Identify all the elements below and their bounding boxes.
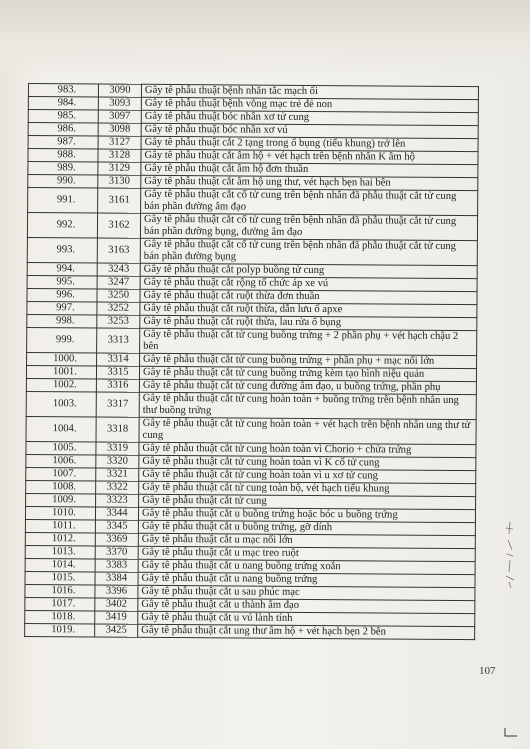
procedure-name: Gây tê phẫu thuật cắt tử cung hoàn toàn vì u xơ tử cung [139, 468, 476, 483]
table-row [28, 188, 478, 216]
procedure-code: 3344 [95, 507, 138, 520]
row-number: 1006. [26, 454, 96, 467]
procedure-name: Gây tê phẫu thuật cắt rộng tổ chức áp xe vú [140, 276, 477, 291]
row-number: 1003. [26, 391, 96, 416]
procedure-code: 3320 [96, 455, 139, 468]
row-number: 995. [27, 275, 97, 288]
procedure-name: Gây tê phẫu thuật cắt u buồng trứng, gỡ dính [138, 520, 475, 535]
procedure-code: 3163 [97, 238, 140, 263]
row-number: 1004. [26, 416, 96, 441]
procedure-name: Gây tê phẫu thuật cắt tử cung hoàn toàn + buồng trứng trên bệnh nhân ung thư buồng trứng [139, 392, 476, 419]
row-number: 1014. [25, 558, 95, 571]
table-row [26, 416, 476, 444]
row-number: 987. [28, 136, 98, 149]
procedure-name: Gây tê phẫu thuật cắt âm hộ ung thư, vét hạch bẹn hai bên [141, 175, 478, 190]
table-row [26, 391, 476, 419]
procedure-name: Gây tê phẫu thuật cắt tử cung buồng trứng + 2 phần phụ + vét hạch chậu 2 bên [140, 328, 477, 355]
procedure-code: 3127 [98, 136, 141, 149]
procedure-name: Gây tê phẫu thuật cắt cổ tử cung trên bệnh nhân đã phẫu thuật cắt tử cung bán phần đường âm đạo [141, 188, 478, 215]
row-number: 991. [28, 188, 98, 213]
procedure-code: 3315 [96, 366, 139, 379]
procedure-name: Gây tê phẫu thuật cắt u buồng trứng hoặc bóc u buồng trứng [138, 507, 475, 522]
procedure-code: 3322 [96, 481, 139, 494]
row-number: 1005. [26, 441, 96, 454]
table-row [27, 237, 477, 265]
procedure-code: 3369 [95, 533, 138, 546]
row-number: 999. [27, 327, 97, 352]
procedure-name: Gây tê phẫu thuật cắt âm hộ + vét hạch trên bệnh nhân K âm hộ [141, 149, 478, 164]
procedure-name: Gây tê phẫu thuật cắt ruột thừa, lau rửa ổ bụng [140, 315, 477, 330]
procedure-code: 3253 [97, 315, 140, 328]
row-number: 989. [28, 162, 98, 175]
table-row [27, 213, 477, 241]
procedure-name: Gây tê phẫu thuật cắt tử cung [139, 494, 476, 509]
procedure-code: 3396 [95, 585, 138, 598]
procedure-code: 3419 [95, 611, 138, 624]
procedure-name: Gây tê phẫu thuật cắt tử cung hoàn toàn vì K cổ tử cung [139, 455, 476, 470]
row-number: 994. [27, 262, 97, 275]
row-number: 1011. [25, 519, 95, 532]
row-number: 997. [27, 301, 97, 314]
procedure-name: Gây tê phẫu thuật cắt u vú lành tính [138, 611, 475, 626]
procedure-code: 3370 [95, 546, 138, 559]
procedure-code: 3402 [95, 598, 138, 611]
procedure-name: Gây tê phẫu thuật cắt âm hộ đơn thuần [141, 162, 478, 177]
procedure-code: 3097 [98, 110, 141, 123]
row-number: 1017. [25, 597, 95, 610]
margin-handwritten-note [503, 520, 517, 590]
row-number: 1013. [25, 545, 95, 558]
procedure-name: Gây tê phẫu thuật cắt cổ tử cung trên bệnh nhân đã phẫu thuật cắt tử cung bán phần đường bụng, đường âm đạo [140, 213, 477, 240]
row-number: 1018. [25, 610, 95, 623]
procedure-name: Gây tê phẫu thuật cắt tử cung đường âm đạo, u buồng trứng, phần phụ [139, 379, 476, 394]
row-number: 998. [27, 314, 97, 327]
procedure-code: 3425 [95, 624, 138, 637]
procedure-code: 3384 [95, 572, 138, 585]
procedure-code: 3319 [96, 442, 139, 455]
procedure-name: Gây tê phẫu thuật cắt ruột thừa đơn thuần [140, 289, 477, 304]
procedure-code: 3093 [98, 97, 141, 110]
row-number: 993. [27, 237, 97, 262]
procedure-code: 3316 [96, 379, 139, 392]
procedure-code: 3345 [95, 520, 138, 533]
row-number: 1019. [25, 623, 95, 636]
procedure-code: 3098 [98, 123, 141, 136]
procedure-name: Gây tê phẫu thuật bóc nhân xơ vú [141, 123, 478, 138]
procedure-name: Gây tê phẫu thuật cắt cổ tử cung trên bệnh nhân đã phẫu thuật cắt tử cung bán phần đường bụng [140, 238, 477, 265]
row-number: 1000. [27, 352, 97, 365]
procedure-code: 3161 [98, 188, 141, 213]
row-number: 1001. [26, 365, 96, 378]
row-number: 1010. [25, 506, 95, 519]
procedure-code: 3162 [97, 213, 140, 238]
row-number: 986. [28, 123, 98, 136]
procedure-code: 3313 [97, 328, 140, 353]
procedure-name: Gây tê phẫu thuật cắt u sau phúc mạc [138, 585, 475, 600]
procedure-name: Gây tê phẫu thuật cắt u nang buồng trứng [138, 572, 475, 587]
procedure-name: Gây tê phẫu thuật cắt polyp buồng tử cung [140, 263, 477, 278]
table-row [25, 623, 475, 639]
procedure-name: Gây tê phẫu thuật cắt u mạc treo ruột [138, 546, 475, 561]
procedure-code: 3247 [97, 276, 140, 289]
procedure-code: 3129 [98, 162, 141, 175]
procedure-name: Gây tê phẫu thuật cắt u thành âm đạo [138, 598, 475, 613]
table-row [27, 327, 477, 355]
procedure-name: Gây tê phẫu thuật cắt u mạc nối lớn [138, 533, 475, 548]
procedure-name: Gây tê phẫu thuật cắt ruột thừa, dẫn lưu ổ apxe [140, 302, 477, 317]
row-number: 992. [27, 213, 97, 238]
procedure-name: Gây tê phẫu thuật cắt tử cung hoàn toàn + vét hạch trên bệnh nhân ung thư tử cung [139, 417, 476, 444]
procedure-code: 3318 [96, 417, 139, 442]
row-number: 984. [28, 97, 98, 110]
row-number: 1008. [26, 480, 96, 493]
procedure-name: Gây tê phẫu thuật cắt 2 tạng trong ổ bụng (tiểu khung) trở lên [141, 136, 478, 151]
procedure-name: Gây tê phẫu thuật cắt u nang buồng trứng xoắn [138, 559, 475, 574]
row-number: 996. [27, 288, 97, 301]
page-top-shadow [0, 0, 530, 78]
row-number: 1015. [25, 571, 95, 584]
procedure-code: 3090 [98, 84, 141, 97]
procedure-code: 3250 [97, 289, 140, 302]
corner-mark [503, 726, 519, 738]
procedure-table [24, 83, 479, 640]
procedure-name: Gây tê phẫu thuật bệnh nhãn tắc mạch ối [141, 84, 478, 99]
row-number: 1002. [26, 378, 96, 391]
procedure-name: Gây tê phẫu thuật cắt tử cung buồng trứng kèm tạo hình niệu quản [139, 366, 476, 381]
procedure-name: Gây tê phẫu thuật cắt tử cung buồng trứng + phần phụ + mạc nối lớn [140, 353, 477, 368]
procedure-code: 3128 [98, 149, 141, 162]
procedure-code: 3383 [95, 559, 138, 572]
procedure-code: 3243 [97, 263, 140, 276]
procedure-code: 3252 [97, 302, 140, 315]
row-number: 1007. [26, 467, 96, 480]
procedure-code: 3317 [96, 392, 139, 417]
procedure-name: Gây tê phẫu thuật cắt ung thư âm hộ + vét hạch bẹn 2 bên [138, 624, 475, 639]
procedure-name: Gây tê phẫu thuật bệnh võng mạc trẻ đẻ non [141, 97, 478, 112]
page-number: 107 [479, 665, 496, 677]
procedure-name: Gây tê phẫu thuật cắt tử cung toàn bộ, vét hạch tiểu khung [139, 481, 476, 496]
procedure-code: 3314 [97, 353, 140, 366]
row-number: 985. [28, 110, 98, 123]
row-number: 1009. [26, 493, 96, 506]
procedure-name: Gây tê phẫu thuật bóc nhân xơ tử cung [141, 110, 478, 125]
row-number: 990. [28, 175, 98, 188]
procedure-code: 3323 [96, 494, 139, 507]
row-number: 1012. [25, 532, 95, 545]
procedure-table-body [25, 84, 479, 640]
row-number: 983. [28, 84, 98, 97]
procedure-code: 3130 [98, 175, 141, 188]
procedure-code: 3321 [96, 468, 139, 481]
row-number: 988. [28, 149, 98, 162]
procedure-name: Gây tê phẫu thuật cắt tử cung hoàn toàn vì Chorio + chửa trứng [139, 442, 476, 457]
row-number: 1016. [25, 584, 95, 597]
